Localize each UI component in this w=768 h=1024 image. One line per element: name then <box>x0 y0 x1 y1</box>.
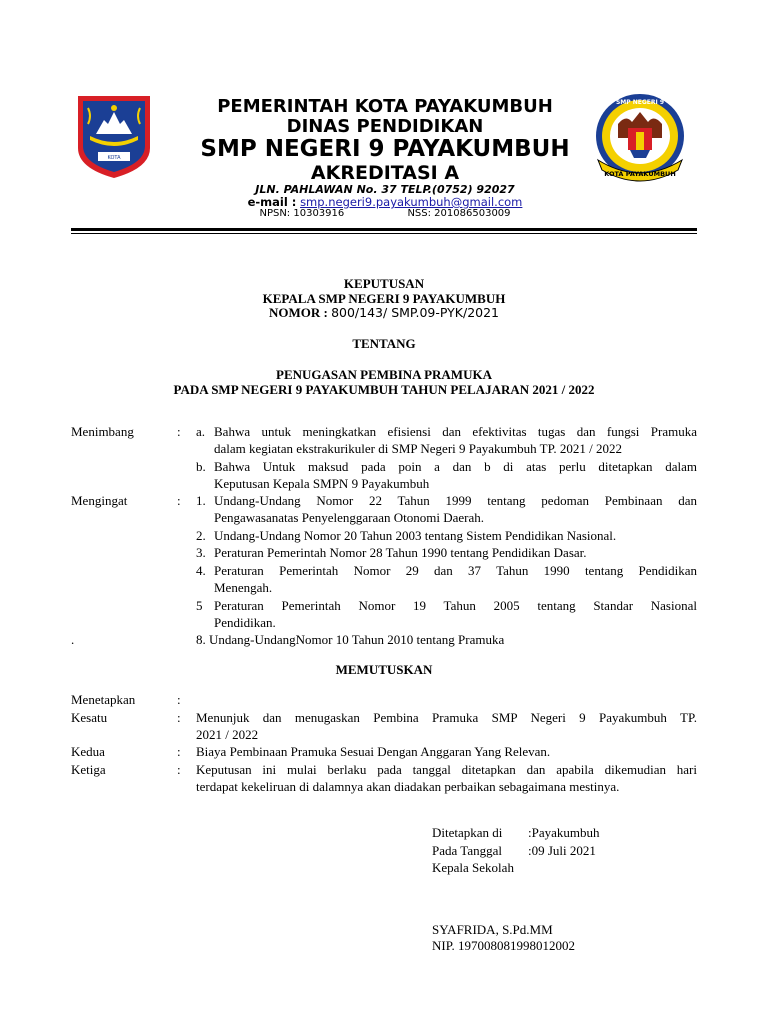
kesatu-label: Kesatu <box>71 710 108 725</box>
stray-dot: . <box>71 632 75 647</box>
mengingat-item-4-line2: Menengah. <box>214 580 273 595</box>
letterhead-government: PEMERINTAH KOTA PAYAKUMBUH <box>217 96 553 117</box>
menimbang-item-a-num: a. <box>196 424 206 439</box>
ditetapkan-label: Ditetapkan di <box>432 825 503 840</box>
menimbang-item-b-line1: Bahwa Untuk maksud pada poin a dan b di atas perlu ditetapkan dalam <box>214 459 697 474</box>
signatory-position: Kepala Sekolah <box>432 860 514 875</box>
mengingat-item-3-line1: Peraturan Pemerintah Nomor 28 Tahun 1990 tentang Pendidikan Dasar. <box>214 545 587 560</box>
kedua-label: Kedua <box>71 744 105 759</box>
menetapkan-colon: : <box>177 692 181 707</box>
tanggal-value: :09 Juli 2021 <box>528 843 596 858</box>
city-emblem-logo <box>74 94 154 180</box>
mengingat-item-5-num: 5 <box>196 598 203 613</box>
ketiga-label: Ketiga <box>71 762 106 777</box>
mengingat-item-1-line2: Pengawasanatas Penyelenggaraan Otonomi Daerah. <box>214 510 485 525</box>
letterhead-address: JLN. PAHLAWAN No. 37 TELP.(0752) 92027 <box>255 183 515 196</box>
decree-number <box>71 305 697 321</box>
letterhead-accreditation: AKREDITASI A <box>310 162 460 184</box>
menimbang-colon: : <box>177 424 181 439</box>
ketiga-text-line2: terdapat kekeliruan di dalamnya akan diadakan perbaikan sebagaimana mestinya. <box>196 779 620 794</box>
school-emblem-logo <box>592 88 688 190</box>
kesatu-colon: : <box>177 710 181 725</box>
menimbang-item-b-line2: Keputusan Kepala SMPN 9 Payakumbuh <box>214 476 430 491</box>
mengingat-item-4-num: 4. <box>196 563 206 578</box>
signatory-name: SYAFRIDA, S.Pd.MM <box>432 922 553 937</box>
nss-text: NSS: 201086503009 <box>407 208 511 219</box>
mengingat-item-1-num: 1. <box>196 493 206 508</box>
decree-about: TENTANG <box>352 336 416 351</box>
ketiga-colon: : <box>177 762 181 777</box>
kesatu-text-line1: Menunjuk dan menugaskan Pembina Pramuka SMP Negeri 9 Payakumbuh TP. <box>196 710 697 725</box>
letterhead-email-line <box>150 195 620 209</box>
mengingat-label: Mengingat <box>71 493 128 508</box>
decree-issuer: KEPALA SMP NEGERI 9 PAYAKUMBUH <box>262 291 506 306</box>
letterhead-divider-thick <box>71 228 697 231</box>
letterhead-ids <box>150 208 620 219</box>
mengingat-item-8: 8. Undang-UndangNomor 10 Tahun 2010 tentang Pramuka <box>196 632 505 647</box>
menetapkan-label: Menetapkan <box>71 692 136 707</box>
ditetapkan-value: :Payakumbuh <box>528 825 600 840</box>
decree-subject-line1: PENUGASAN PEMBINA PRAMUKA <box>276 367 492 382</box>
mengingat-item-2-line1: Undang-Undang Nomor 20 Tahun 2003 tentang Sistem Pendidikan Nasional. <box>214 528 617 543</box>
mengingat-item-2-num: 2. <box>196 528 206 543</box>
npsn-text: NPSN: 10303916 <box>259 208 345 219</box>
decree-number-label: NOMOR : <box>268 305 328 320</box>
menimbang-label: Menimbang <box>71 424 134 439</box>
logo-right-caption: KOTA PAYAKUMBUH <box>604 170 676 178</box>
mengingat-item-5-line2: Pendidikan. <box>214 615 276 630</box>
mengingat-item-3-num: 3. <box>196 545 206 560</box>
menimbang-item-a-line1: Bahwa untuk meningkatkan efisiensi dan efektivitas tugas dan fungsi Pramuka <box>214 424 697 439</box>
decree-title: KEPUTUSAN <box>343 276 425 291</box>
email-label: e-mail : <box>247 195 297 209</box>
logo-left-caption: KOTA <box>107 155 121 161</box>
menimbang-item-b-num: b. <box>196 459 206 474</box>
mengingat-colon: : <box>177 493 181 508</box>
ketiga-text-line1: Keputusan ini mulai berlaku pada tanggal ditetapkan dan apabila dikemudian hari <box>196 762 697 777</box>
email-link[interactable]: smp.negeri9.payakumbuh@gmail.com <box>300 195 523 209</box>
signatory-nip: NIP. 197008081998012002 <box>432 938 576 953</box>
kedua-text: Biaya Pembinaan Pramuka Sesuai Dengan Anggaran Yang Relevan. <box>196 744 551 759</box>
mengingat-item-1-line1: Undang-Undang Nomor 22 Tahun 1999 tentang pedoman Pembinaan dan <box>214 493 697 508</box>
mengingat-item-5-line1: Peraturan Pemerintah Nomor 19 Tahun 2005 tentang Standar Nasional <box>214 598 697 613</box>
tanggal-label: Pada Tanggal <box>432 843 502 858</box>
decree-number-value: 800/143/ SMP.09-PYK/2021 <box>331 305 500 320</box>
kedua-colon: : <box>177 744 181 759</box>
decree-subject-line2: PADA SMP NEGERI 9 PAYAKUMBUH TAHUN PELAJARAN 2021 / 2022 <box>173 382 595 397</box>
logo-right-top-caption: SMP NEGERI 9 <box>615 99 665 106</box>
letterhead-department: DINAS PENDIDIKAN <box>286 116 484 137</box>
mengingat-item-4-line1: Peraturan Pemerintah Nomor 29 dan 37 Tahun 1990 tentang Pendidikan <box>214 563 697 578</box>
menimbang-item-a-line2: dalam kegiatan ekstrakurikuler di SMP Negeri 9 Payakumbuh TP. 2021 / 2022 <box>214 441 622 456</box>
letterhead-divider-thin <box>71 233 697 234</box>
kesatu-text-line2: 2021 / 2022 <box>196 727 259 742</box>
letterhead-school-name: SMP NEGERI 9 PAYAKUMBUH <box>200 136 570 162</box>
memutuskan-heading: MEMUTUSKAN <box>335 662 433 677</box>
